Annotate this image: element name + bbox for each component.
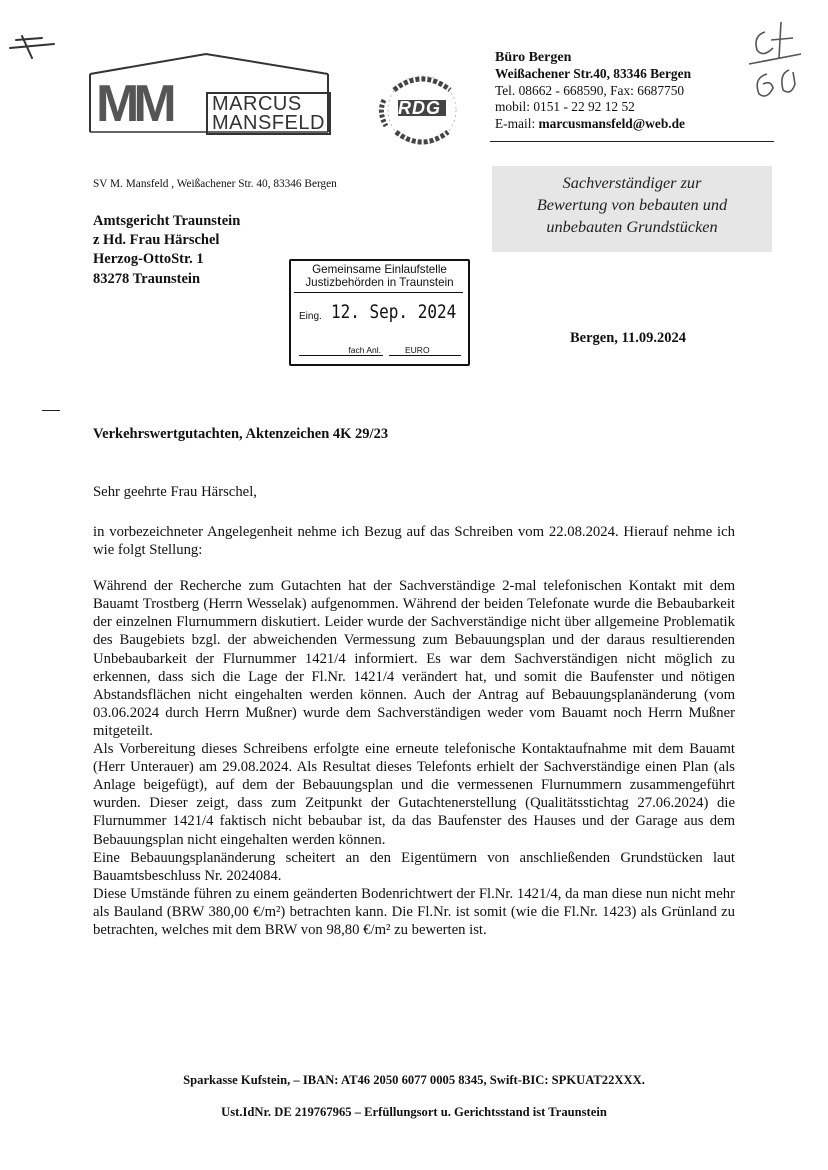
receipt-stamp xyxy=(289,259,470,366)
office-title: Büro Bergen xyxy=(495,50,572,65)
salutation: Sehr geehrte Frau Härschel, xyxy=(93,484,257,500)
seal-label: RDG xyxy=(398,98,441,118)
recipient-address xyxy=(93,212,240,289)
recipient-line: 83278 Traunstein xyxy=(93,270,201,287)
office-mobile: mobil: 0151 - 22 92 12 52 xyxy=(495,99,635,115)
body-paragraph: Diese Umstände führen zu einem geänderten Bodenrichtwert der Fl.Nr. 1421/4, da man diese nun nicht mehr als Bauland (BRW 380,00 €/m²) betrachten kann. Die Fl.Nr. ist somit (wie die Fl.Nr. 1423) als Grünland zu betrachten, welches mit dem BRW von 98,80 €/m² zu bewerten ist. xyxy=(93,885,735,938)
letter-subject: Verkehrswertgutachten, Aktenzeichen 4K 29/23 xyxy=(93,426,389,442)
tagline-line: unbebauten Grundstücken xyxy=(546,217,718,236)
office-address xyxy=(495,50,745,132)
stamp-line1: Gemeinsame Einlaufstelle xyxy=(312,263,447,276)
handwritten-page-mark-icon xyxy=(745,14,807,104)
stamp-fach-label: fach Anl. xyxy=(299,345,383,356)
stamp-line2: Justizbehörden in Traunstein xyxy=(305,276,454,289)
stamp-euro-label: EURO xyxy=(389,345,461,356)
letter-date: Bergen, 11.09.2024 xyxy=(570,330,686,346)
tagline-line: Bewertung von bebauten und xyxy=(536,195,728,214)
sender-return-address: SV M. Mansfeld , Weißachener Str. 40, 83346 Bergen xyxy=(93,178,337,190)
office-email: E-mail: marcusmansfeld@web.de xyxy=(495,115,686,131)
footer-tax-details: Ust.IdNr. DE 219767965 – Erfüllungsort u. Gerichtsstand ist Traunstein xyxy=(221,1105,607,1119)
recipient-line: Herzog-OttoStr. 1 xyxy=(93,251,204,268)
body-paragraph: in vorbezeichneter Angelegenheit nehme ich Bezug auf das Schreiben vom 22.08.2024. Hierauf nehme ich wie folgt Stellung: xyxy=(93,524,735,559)
recipient-line: z Hd. Frau Härschel xyxy=(93,232,220,249)
office-phone: Tel. 08662 - 668590, Fax: 6687750 xyxy=(495,82,685,98)
office-street: Weißachener Str.40, 83346 Bergen xyxy=(495,66,692,82)
body-paragraph: Während der Recherche zum Gutachten hat der Sachverständige 2-mal telefonischen Kontakt mit dem Bauamt Trostberg (Herrn Wesselak) aufgenommen. Während der beiden Telefonate wurde die Bebaubarkeit der einzelnen Flurnummern diskutiert. Leider wurde der Sachverständige nicht über allgemeine Problematik des Baugebiets bzgl. der abweichenden Vermessung zum Bebauungsplan und der daraus resultierenden Unbebaubarkeit der Flurnummer 1421/4 informiert. Es war dem Sachverständigen nicht möglich zu erkennen, dass sich die Lage der Fl.Nr. 1421/4 verändert hat, und somit die Baufenster und nötigen Abstandsflächen nicht eingehalten werden können. Auch der Antrag auf Bebauungsplanänderung (vom 03.06.2024 durch Herrn Mußner) wurde dem Sachverständigen weder vom Bauamt noch Herrn Mußner mitgeteilt. xyxy=(93,578,735,739)
footer-bank-details: Sparkasse Kufstein, – IBAN: AT46 2050 6077 0005 8345, Swift-BIC: SPKUAT22XXX. xyxy=(183,1073,645,1087)
stamp-eing-label: Eing. xyxy=(299,311,322,322)
recipient-line: Amtsgericht Traunstein xyxy=(93,213,241,229)
email-link[interactable]: marcusmansfeld@web.de xyxy=(538,115,686,131)
tagline-line: Sachverständiger zur xyxy=(562,173,702,192)
stamp-date: 12. Sep. 2024 xyxy=(331,300,457,323)
body-paragraph: Eine Bebauungsplanänderung scheitert an den Eigentümern von anschließenden Grundstücken laut Bauamtsbeschluss Nr. 2024084. xyxy=(93,849,735,884)
handwritten-mark-icon xyxy=(2,18,62,62)
letterhead-divider xyxy=(490,141,774,142)
logo-initials: MM xyxy=(96,75,171,133)
logo-name: MARCUS MANSFELD xyxy=(206,92,331,135)
tagline-box xyxy=(492,166,772,252)
company-logo xyxy=(88,52,344,134)
fold-mark xyxy=(42,410,60,411)
letter-body xyxy=(93,523,735,939)
body-paragraph: Als Vorbereitung dieses Schreibens erfolgte eine erneute telefonische Kontaktaufnahme mit dem Bauamt (Herr Unterauer) am 29.08.2024. Als Resultat dieses Telefonts erhielt der Sachverständige einen Plan (als Anlage beigefügt), auf dem der Bebauungsplan und die vermessenen Flurnummern zusammengeführt wurden. Dieser zeigt, dass zum Zeitpunkt der Gutachtenerstellung (Qualitätsstichtag 27.06.2024) die Flurnummer 1421/4 faktisch nicht bebaubar ist, da das Baufenster des Hauses und der Garage aus dem Bebauungsplan nicht eingehalten werden können. xyxy=(93,741,735,848)
